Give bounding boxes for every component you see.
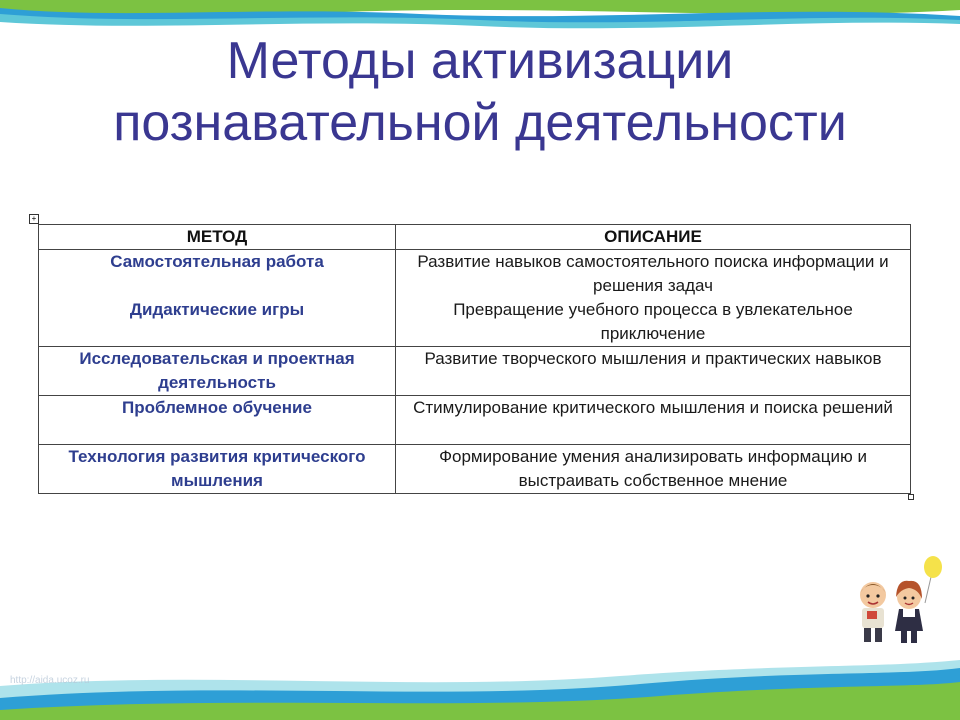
method-cell: Самостоятельная работа: [39, 250, 396, 299]
title-line-2: познавательной деятельности: [113, 94, 847, 152]
table-row: [39, 445, 911, 494]
table-resize-handle-icon[interactable]: [908, 494, 914, 500]
method-cell: Дидактические игры: [39, 298, 396, 347]
bottom-wave-decoration: [0, 640, 960, 720]
method-cell: Технология развития критического мышления: [39, 445, 396, 494]
method-cell: Проблемное обучение: [39, 396, 396, 445]
description-cell: Развитие творческого мышления и практических навыков: [396, 347, 911, 396]
description-cell: Развитие навыков самостоятельного поиска информации и решения задач: [396, 250, 911, 299]
title-line-1: Методы активизации: [226, 32, 734, 90]
table-move-handle-icon[interactable]: +: [29, 214, 39, 224]
description-cell: Превращение учебного процесса в увлекательное приключение: [396, 298, 911, 347]
method-cell: Исследовательская и проектная деятельность: [39, 347, 396, 396]
slide-title: [60, 30, 900, 154]
description-cell: Стимулирование критического мышления и поиска решений: [396, 396, 911, 445]
footer-url: http://aida.ucoz.ru: [10, 675, 90, 686]
description-cell: Формирование умения анализировать информацию и выстраивать собственное мнение: [396, 445, 911, 494]
table-row: [39, 347, 911, 396]
table-row: [39, 396, 911, 445]
table-row: [39, 250, 911, 299]
methods-table: [38, 224, 911, 494]
table-row: [39, 298, 911, 347]
header-method: МЕТОД: [39, 225, 396, 250]
header-description: ОПИСАНИЕ: [396, 225, 911, 250]
table-header-row: [39, 225, 911, 250]
